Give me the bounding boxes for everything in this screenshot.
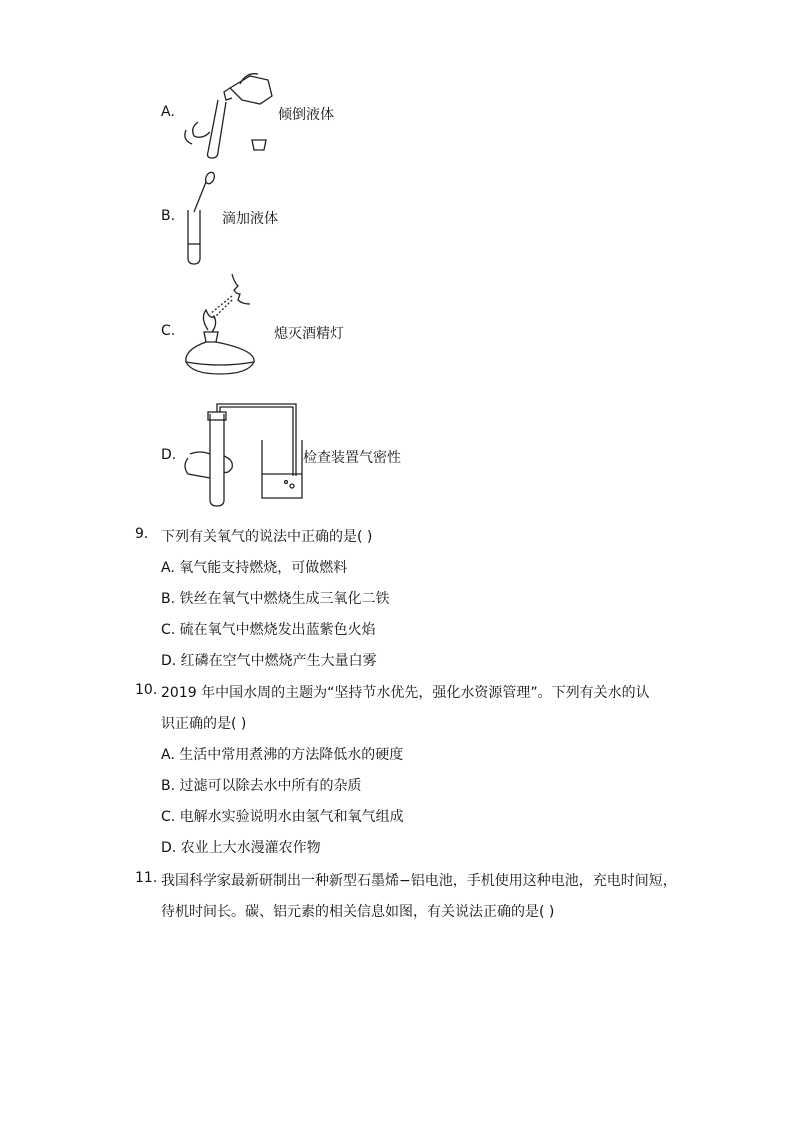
question-number: 9. <box>135 526 149 542</box>
option-caption: 倾倒液体 <box>278 107 334 123</box>
choice-c: C. 电解水实验说明水由氢气和氧气组成 <box>161 809 404 825</box>
airtightness-test-figure <box>180 400 305 510</box>
question-stem: 下列有关氧气的说法中正确的是( ) <box>161 529 373 545</box>
question-stem-line1: 2019 年中国水周的主题为“坚持节水优先，强化水资源管理”。下列有关水的认 <box>161 685 650 701</box>
choice-a: A. 氧气能支持燃烧，可做燃料 <box>161 560 348 576</box>
question-number: 10. <box>135 682 158 698</box>
option-caption: 滴加液体 <box>222 211 278 227</box>
option-letter: C. <box>161 323 176 339</box>
dropper-figure <box>180 172 220 267</box>
alcohol-lamp-figure <box>180 270 260 390</box>
choice-d: D. 农业上大水漫灌农作物 <box>161 840 321 856</box>
question-stem-line2: 待机时间长。碳、铝元素的相关信息如图，有关说法正确的是( ) <box>161 904 555 920</box>
choice-c: C. 硫在氧气中燃烧发出蓝紫色火焰 <box>161 622 376 638</box>
choice-a: A. 生活中常用煮沸的方法降低水的硬度 <box>161 747 404 763</box>
question-stem-line2: 识正确的是( ) <box>161 716 247 732</box>
choice-b: B. 过滤可以除去水中所有的杂质 <box>161 778 362 794</box>
choice-b: B. 铁丝在氧气中燃烧生成三氧化二铁 <box>161 591 390 607</box>
choice-d: D. 红磷在空气中燃烧产生大量白雾 <box>161 653 377 669</box>
option-caption: 检查装置气密性 <box>303 450 401 466</box>
question-number: 11. <box>135 870 158 886</box>
option-letter: D. <box>161 447 177 463</box>
pouring-liquid-figure <box>180 70 280 160</box>
option-letter: A. <box>161 104 175 120</box>
option-letter: B. <box>161 208 176 224</box>
question-stem-line1: 我国科学家最新研制出一种新型石墨烯−铝电池，手机使用这种电池，充电时间短， <box>161 873 677 889</box>
option-caption: 熄灭酒精灯 <box>274 326 344 342</box>
